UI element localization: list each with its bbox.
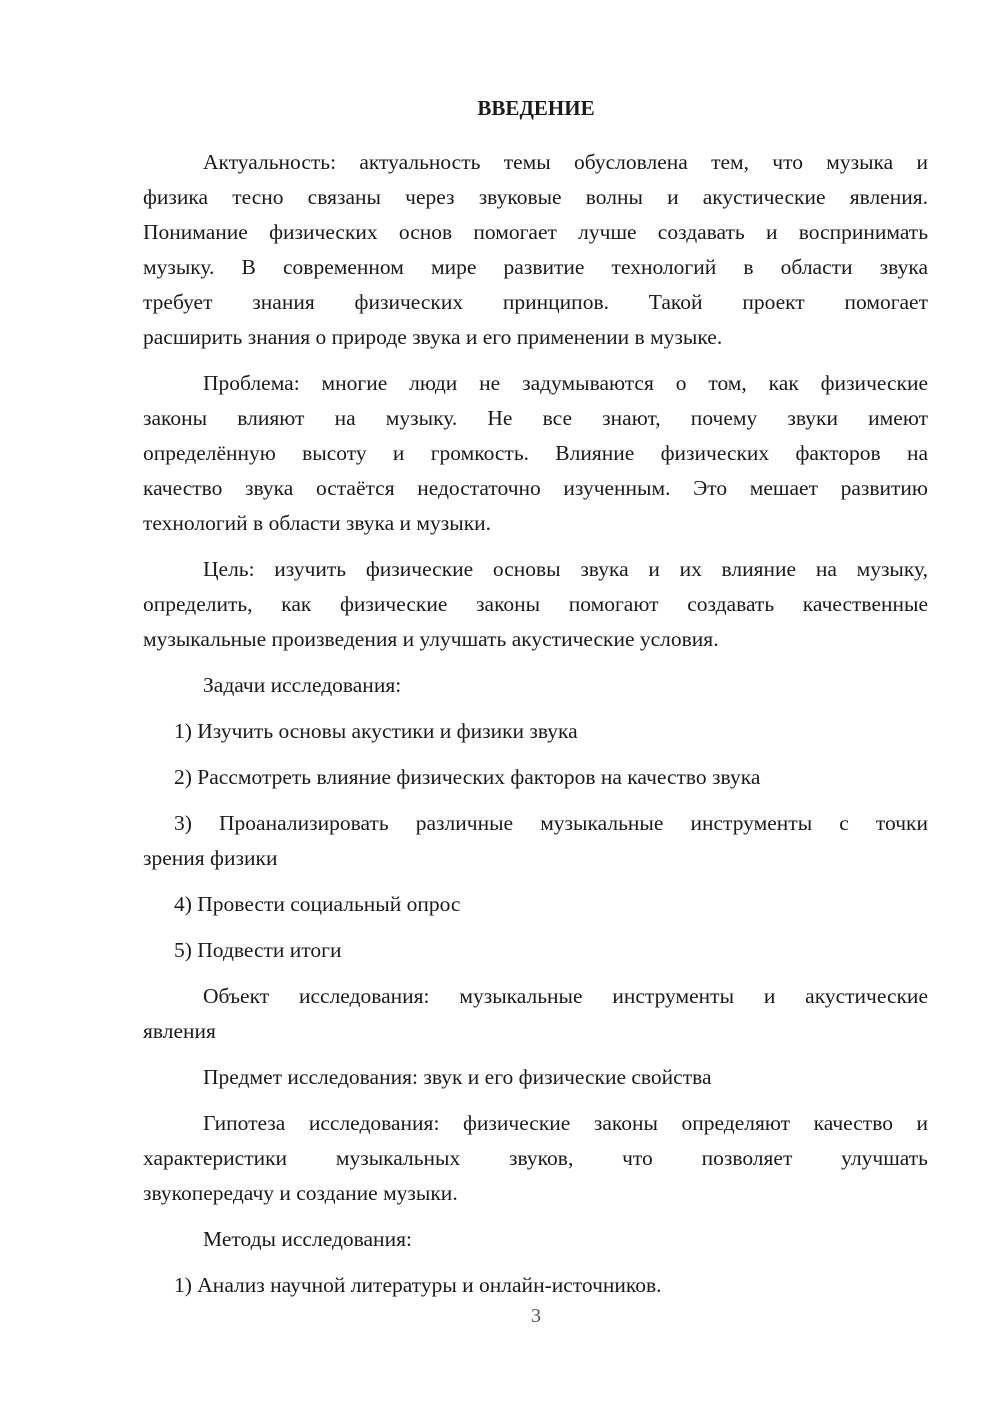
list-item xyxy=(143,806,928,876)
list-item xyxy=(143,887,928,922)
paragraph xyxy=(143,1060,928,1095)
page-title: ВВЕДЕНИЕ xyxy=(477,96,595,120)
paragraph xyxy=(143,145,928,355)
text-line: 4) Провести социальный опрос xyxy=(174,892,461,916)
list-item xyxy=(143,714,928,749)
text-line: явления xyxy=(143,1019,216,1043)
list-item xyxy=(143,760,928,795)
text-line: определённую высоту и громкость. Влияние физических факторов на xyxy=(143,441,928,465)
text-line: Актуальность: актуальность темы обусловлена тем, что музыка и xyxy=(203,150,928,174)
paragraph xyxy=(143,1222,928,1257)
page-number: 3 xyxy=(531,1305,541,1327)
text-line: Проблема: многие люди не задумываются о том, как физические xyxy=(203,371,928,395)
text-line: требует знания физических принципов. Такой проект помогает xyxy=(143,290,928,314)
text-line: Методы исследования: xyxy=(203,1227,412,1251)
text-line: 2) Рассмотреть влияние физических факторов на качество звука xyxy=(174,765,761,789)
text-line: 1) Изучить основы акустики и физики звука xyxy=(174,719,578,743)
document-body xyxy=(143,145,928,1314)
text-line: характеристики музыкальных звуков, что позволяет улучшать xyxy=(143,1146,928,1170)
text-line: физика тесно связаны через звуковые волны и акустические явления. xyxy=(143,185,928,209)
text-line: музыку. В современном мире развитие технологий в области звука xyxy=(143,255,928,279)
text-line: 5) Подвести итоги xyxy=(174,938,342,962)
text-line: музыкальные произведения и улучшать акустические условия. xyxy=(143,627,719,651)
text-line: звукопередачу и создание музыки. xyxy=(143,1181,458,1205)
text-line: технологий в области звука и музыки. xyxy=(143,511,492,535)
text-line: Предмет исследования: звук и его физические свойства xyxy=(203,1065,712,1089)
text-line: Объект исследования: музыкальные инструменты и акустические xyxy=(203,984,928,1008)
paragraph xyxy=(143,979,928,1049)
list-item xyxy=(143,1268,928,1303)
text-line: законы влияют на музыку. Не все знают, почему звуки имеют xyxy=(143,406,928,430)
text-line: 1) Анализ научной литературы и онлайн-источников. xyxy=(174,1273,662,1297)
text-line: качество звука остаётся недостаточно изученным. Это мешает развитию xyxy=(143,476,928,500)
text-line: Задачи исследования: xyxy=(203,673,402,697)
paragraph xyxy=(143,552,928,657)
list-item xyxy=(143,933,928,968)
text-line: Гипотеза исследования: физические законы определяют качество и xyxy=(203,1111,928,1135)
text-line: Понимание физических основ помогает лучше создавать и воспринимать xyxy=(143,220,928,244)
paragraph xyxy=(143,366,928,541)
text-line: 3) Проанализировать различные музыкальные инструменты с точки xyxy=(174,811,928,835)
text-line: Цель: изучить физические основы звука и их влияние на музыку, xyxy=(203,557,928,581)
paragraph xyxy=(143,1106,928,1211)
paragraph xyxy=(143,668,928,703)
text-line: зрения физики xyxy=(143,846,278,870)
text-line: определить, как физические законы помогают создавать качественные xyxy=(143,592,928,616)
text-line: расширить знания о природе звука и его применении в музыке. xyxy=(143,325,723,349)
